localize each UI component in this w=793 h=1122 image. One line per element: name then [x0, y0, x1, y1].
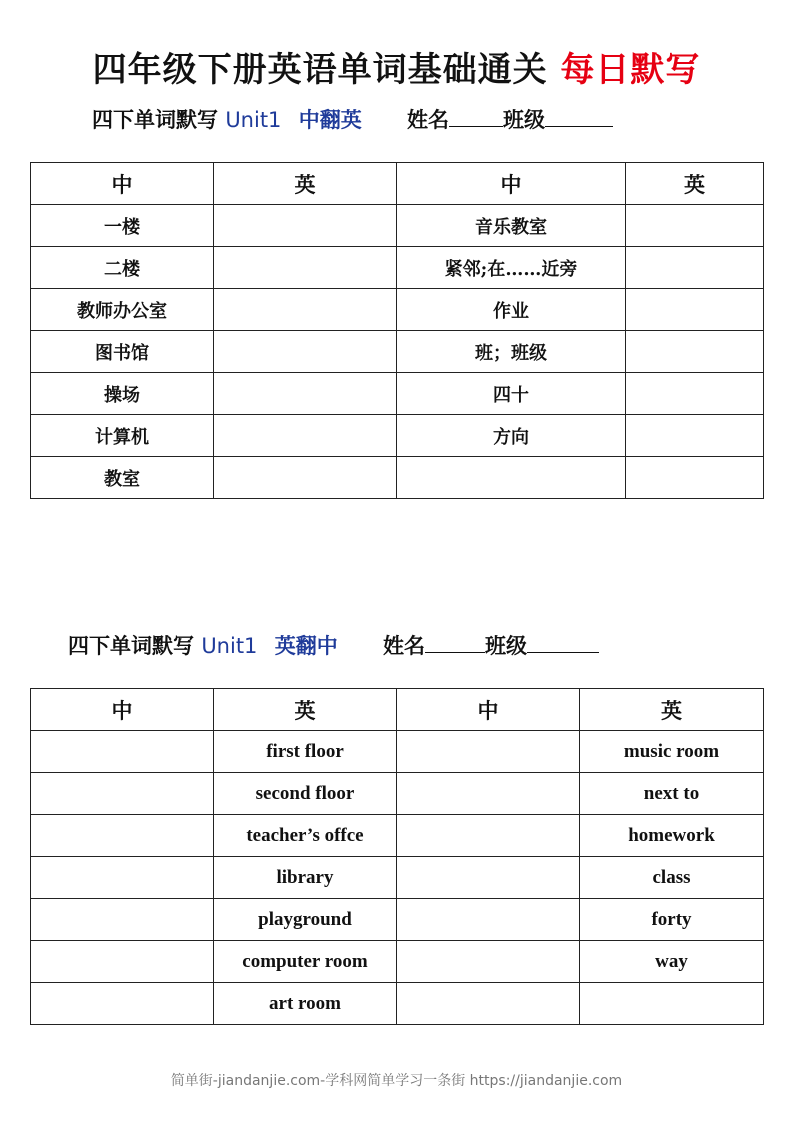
header-english: 英	[214, 163, 397, 205]
table-row	[31, 205, 764, 247]
answer-blank-cell[interactable]	[397, 857, 580, 899]
table-row	[31, 415, 764, 457]
chinese-word-cell: 方向	[397, 415, 626, 457]
answer-blank-cell[interactable]	[31, 857, 214, 899]
chinese-word-cell: 一楼	[31, 205, 214, 247]
table-row	[31, 983, 764, 1025]
chinese-word-cell: 紧邻;在……近旁	[397, 247, 626, 289]
answer-blank-cell[interactable]	[626, 415, 764, 457]
chinese-word-cell: 图书馆	[31, 331, 214, 373]
answer-blank-cell[interactable]	[214, 247, 397, 289]
english-word-cell: homework	[580, 815, 764, 857]
chinese-word-cell: 作业	[397, 289, 626, 331]
table-row	[31, 773, 764, 815]
answer-blank-cell[interactable]	[626, 373, 764, 415]
answer-blank-cell[interactable]	[214, 457, 397, 499]
answer-blank-cell[interactable]	[214, 289, 397, 331]
table-row	[31, 941, 764, 983]
answer-blank-cell[interactable]	[397, 731, 580, 773]
answer-blank-cell[interactable]	[580, 983, 764, 1025]
chinese-word-cell: 教师办公室	[31, 289, 214, 331]
english-word-cell: next to	[580, 773, 764, 815]
section1-name-label: 姓名	[407, 108, 450, 132]
table-row	[31, 457, 764, 499]
english-word-cell: music room	[580, 731, 764, 773]
english-word-cell: library	[214, 857, 397, 899]
answer-blank-cell[interactable]	[626, 247, 764, 289]
header-chinese: 中	[397, 689, 580, 731]
chinese-word-cell: 计算机	[31, 415, 214, 457]
answer-blank-cell[interactable]	[397, 815, 580, 857]
chinese-word-cell: 二楼	[31, 247, 214, 289]
section2-prefix: 四下单词默写	[68, 634, 194, 658]
table-row	[31, 857, 764, 899]
title-main: 四年级下册英语单词基础通关	[92, 50, 548, 90]
class-blank-line[interactable]	[527, 630, 599, 653]
answer-blank-cell[interactable]	[31, 941, 214, 983]
section2-mode: 英翻中	[274, 634, 338, 658]
answer-blank-cell[interactable]	[626, 289, 764, 331]
english-word-cell: way	[580, 941, 764, 983]
section1-mode: 中翻英	[298, 108, 362, 132]
header-english: 英	[580, 689, 764, 731]
section1-unit: Unit1	[225, 108, 282, 132]
section1-class-label: 班级	[503, 108, 546, 132]
answer-blank-cell[interactable]	[626, 457, 764, 499]
table-row	[31, 289, 764, 331]
section2-unit: Unit1	[201, 634, 258, 658]
answer-blank-cell[interactable]	[31, 815, 214, 857]
header-english: 英	[214, 689, 397, 731]
header-chinese: 中	[31, 163, 214, 205]
chinese-word-cell: 四十	[397, 373, 626, 415]
class-blank-line[interactable]	[545, 104, 613, 127]
answer-blank-cell[interactable]	[626, 205, 764, 247]
answer-blank-cell[interactable]	[214, 415, 397, 457]
table-row	[31, 731, 764, 773]
name-blank-line[interactable]	[425, 630, 485, 653]
chinese-word-cell: 操场	[31, 373, 214, 415]
section1-prefix: 四下单词默写	[92, 108, 218, 132]
answer-blank-cell[interactable]	[214, 331, 397, 373]
header-chinese: 中	[397, 163, 626, 205]
answer-blank-cell[interactable]	[397, 941, 580, 983]
english-word-cell: playground	[214, 899, 397, 941]
answer-blank-cell[interactable]	[214, 205, 397, 247]
chinese-word-cell: 班；班级	[397, 331, 626, 373]
answer-blank-cell[interactable]	[397, 457, 626, 499]
answer-blank-cell[interactable]	[626, 331, 764, 373]
answer-blank-cell[interactable]	[31, 731, 214, 773]
english-word-cell: first floor	[214, 731, 397, 773]
english-word-cell: computer room	[214, 941, 397, 983]
name-blank-line[interactable]	[449, 104, 503, 127]
answer-blank-cell[interactable]	[397, 983, 580, 1025]
table-header-row	[31, 689, 764, 731]
english-word-cell: teacher’s offce	[214, 815, 397, 857]
table-row	[31, 247, 764, 289]
english-word-cell: forty	[580, 899, 764, 941]
answer-blank-cell[interactable]	[397, 773, 580, 815]
english-word-cell: art room	[214, 983, 397, 1025]
section2-table	[30, 688, 764, 1025]
section1-table	[30, 162, 764, 499]
table-row	[31, 331, 764, 373]
chinese-word-cell: 教室	[31, 457, 214, 499]
title-highlight: 每日默写	[560, 50, 701, 90]
footer-text: 简单街-jiandanjie.com-学科网简单学习一条街 https://jiandanjie.com	[170, 1073, 623, 1089]
header-english: 英	[626, 163, 764, 205]
section2-heading	[68, 629, 599, 663]
table-row	[31, 899, 764, 941]
answer-blank-cell[interactable]	[31, 899, 214, 941]
answer-blank-cell[interactable]	[214, 373, 397, 415]
english-word-cell: second floor	[214, 773, 397, 815]
answer-blank-cell[interactable]	[31, 773, 214, 815]
section2-name-label: 姓名	[383, 634, 426, 658]
chinese-word-cell: 音乐教室	[397, 205, 626, 247]
table-row	[31, 815, 764, 857]
section1-heading	[92, 103, 613, 137]
header-chinese: 中	[31, 689, 214, 731]
english-word-cell: class	[580, 857, 764, 899]
section2-class-label: 班级	[485, 634, 528, 658]
table-row	[31, 373, 764, 415]
page-title	[0, 42, 793, 91]
answer-blank-cell[interactable]	[397, 899, 580, 941]
table-header-row	[31, 163, 764, 205]
answer-blank-cell[interactable]	[31, 983, 214, 1025]
